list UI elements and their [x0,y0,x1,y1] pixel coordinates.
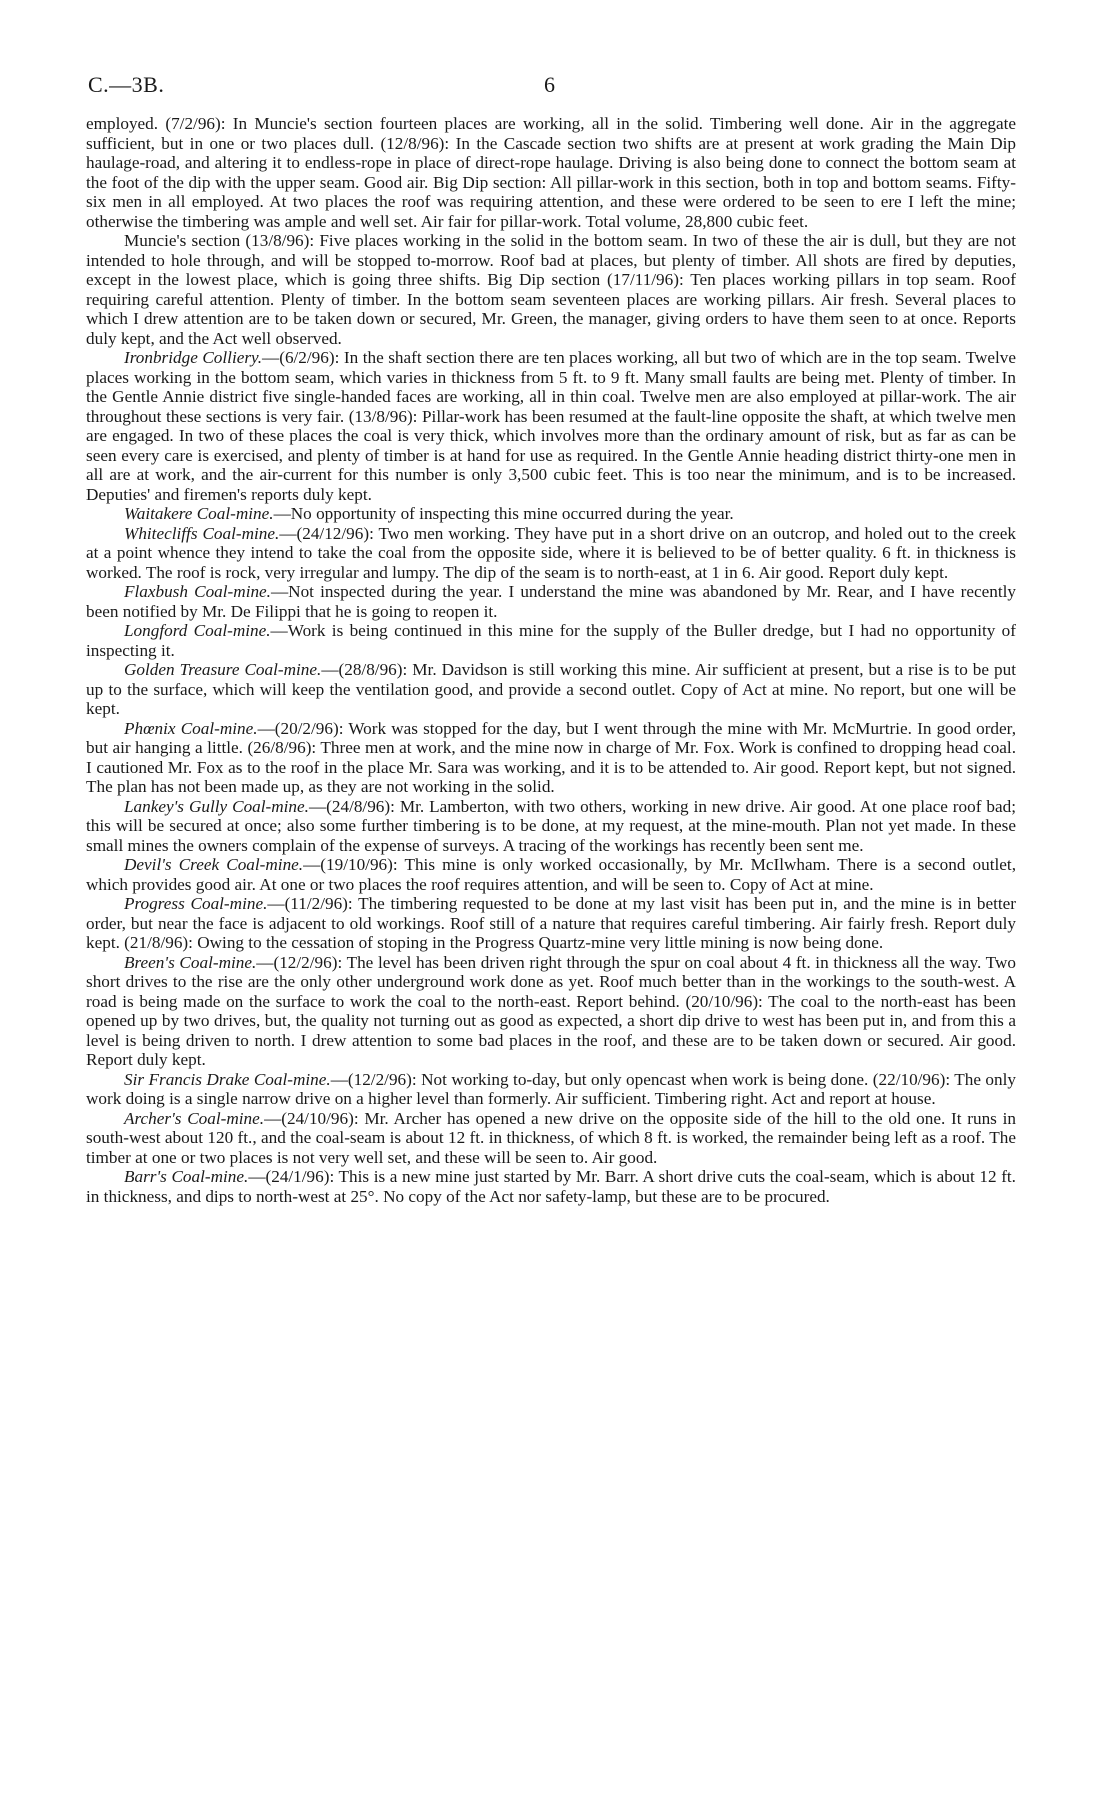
paragraph-text: Muncie's section (13/8/96): Five places working in the solid in the bottom seam. In two of these the air is dull, but they are not intended to hole through, and will be stopped to-morrow. Roof bad at places, but plenty of timber. All shots are fired by deputies, except in the lowest place, which is going three shifts. Big Dip section (17/11/96): Ten places working pillars in top seam. Roof requiring careful attention. Plenty of timber. In the bottom seam seventeen places are working pillars. Air fresh. Several places to which I drew attention are to be taken down or secured, Mr. Green, the manager, giving orders to have them seen to at once. Reports duly kept, and the Act well observed. [86,231,1016,348]
mine-name: Devil's Creek Coal-mine. [124,855,304,874]
mine-name: Longford Coal-mine. [124,621,271,640]
paragraph-text: —(24/12/96): Two men working. They have put in a short drive on an outcrop, and holed out to the creek at a point whence they intend to take the coal from the opposite side, where it is believed to be of better quality. 6 ft. in thickness is worked. The roof is rock, very irregular and lumpy. The dip of the seam is to north-east, at 1 in 6. Air good. Report duly kept. [86,523,1016,582]
document-reference: C.—3B. [88,72,165,97]
page-number: 6 [544,72,555,97]
paragraph-text: —(6/2/96): In the shaft section there are ten places working, all but two of which are in the top seam. Twelve places working in the bottom seam, which varies in thickness from 5 ft. to 9 ft. Many small faults are being met. Plenty of timber. In the Gentle Annie district five single-handed faces are working, all in thin coal. Twelve men are also employed at pillar-work. The air throughout these sections is very fair. (13/8/96): Pillar-work has been resumed at the fault-line opposite the shaft, at which twelve men are engaged. In two of these places the coal is very thick, which involves more than the ordinary amount of risk, but as far as can be seen every care is exercised, and plenty of timber is at hand for use as required. In the Gentle Annie heading district thirty-one men in all are at work, and the air-current for this number is only 3,500 cubic feet. This is too near the minimum, and is to be increased. Deputies' and firemen's reports duly kept. [86,348,1017,504]
paragraph-lankeys-gully-coal-mine [86,797,1016,856]
mine-name: Whitecliffs Coal-mine. [124,523,280,543]
paragraph-text: —(28/8/96): Mr. Davidson is still working this mine. Air sufficient at present, but a rise is to be put up to the surface, which will keep the ventilation good, and provide a second outlet. Copy of Act at mine. No report, but one will be kept. [86,660,1016,718]
paragraph-golden-treasure-coal-mine [86,660,1016,719]
paragraph-archers-coal-mine [86,1109,1016,1168]
mine-name: Phœnix Coal-mine. [124,718,258,738]
paragraph-text: employed. (7/2/96): In Muncie's section fourteen places are working, all in the solid. Timbering well done. Air in the aggregate sufficient, but in one or two places dull. (12/8/96): In the Cascade section two shifts are at present at work grading the Main Dip haulage-road, and altering it to endless-rope in place of direct-rope haulage. Driving is also being done to connect the bottom seam at the foot of the dip with the upper seam. Good air. Big Dip section: All pillar-work in this section, both in top and bottom seams. Fifty-six men in all employed. At two places the roof was requiring attention, and these were ordered to be seen to ere I left the mine; otherwise the timbering was ample and well set. Air fair for pillar-work. Total volume, 28,800 cubic feet. [86,114,1016,231]
paragraph-text: —(24/10/96): Mr. Archer has opened a new drive on the opposite side of the hill to the old one. It runs in south-west about 120 ft., and the coal-seam is about 12 ft. in thickness, of which 8 ft. is worked, the remainder being left as a roof. The timber at one or two places is not very well set, and these will be seen to. Air good. [86,1108,1016,1167]
paragraph-longford-coal-mine [86,621,1016,660]
paragraph-text: —(11/2/96): The timbering requested to be done at my last visit has been put in, and the mine is in better order, but near the face is adjacent to old workings. Roof still of a nature that requires careful timbering. Air fairly fresh. Report duly kept. (21/8/96): Owing to the cessation of stoping in the Progress Quartz-mine very little mining is now being done. [86,894,1016,952]
paragraph-text: —(19/10/96): This mine is only worked occasionally, by Mr. McIlwham. There is a second outlet, which provides good air. At one or two places the roof requires attention, and will be seen to. Copy of Act at mine. [86,855,1016,894]
paragraph-text: —(24/1/96): This is a new mine just started by Mr. Barr. A short drive cuts the coal-seam, which is about 12 ft. in thickness, and dips to north-west at 25°. No copy of the Act nor safety-lamp, but these are to be procured. [86,1167,1016,1206]
paragraph-breens-coal-mine [86,953,1016,1070]
paragraph-text: —Work is being continued in this mine for the supply of the Buller dredge, but I had no opportunity of inspecting it. [86,621,1016,660]
paragraph-progress-coal-mine [86,894,1016,953]
mine-name: Sir Francis Drake Coal-mine. [124,1069,331,1089]
paragraph-text: —Not inspected during the year. I understand the mine was abandoned by Mr. Rear, and I have recently been notified by Mr. De Filippi that he is going to reopen it. [86,582,1016,621]
mine-name: Lankey's Gully Coal-mine. [124,796,309,816]
paragraph-phoenix-coal-mine [86,719,1016,797]
paragraph-muncie-section [86,231,1016,348]
paragraph-flaxbush-coal-mine [86,582,1016,621]
report-body [86,114,1016,1206]
paragraph-waitakere-coal-mine [86,504,1016,524]
mine-name: Golden Treasure Coal-mine. [124,660,322,679]
mine-name: Waitakere Coal-mine. [124,504,274,523]
mine-name: Progress Coal-mine. [124,894,268,913]
paragraph-devils-creek-coal-mine [86,855,1016,894]
paragraph-text: —(24/8/96): Mr. Lamberton, with two others, working in new drive. Air good. At one place roof bad; this will be secured at once; also some further timbering is to be done, at my request, at the mine-mouth. Plan not yet made. In these small mines the owners complain of the expense of surveys. A tracing of the workings has recently been sent me. [86,796,1016,855]
paragraph-text: —(12/2/96): The level has been driven right through the spur on coal about 4 ft. in thickness all the way. Two short drives to the rise are the only other underground work done as yet. Roof much better than in the workings to the south-west. A road is being made on the surface to work the coal to the north-east. Report behind. (20/10/96): The coal to the north-east has been opened up by two drives, but, the quality not turning out as good as expected, a short dip drive to west has been put in, and from this a level is being driven to north. I drew attention to some bad places in the roof, and these are to be taken down or secured. Air good. Report duly kept. [86,952,1016,1069]
paragraph-continuation [86,114,1016,231]
paragraph-text: —No opportunity of inspecting this mine occurred during the year. [273,504,734,523]
mine-name: Ironbridge Colliery. [124,348,263,367]
mine-name: Flaxbush Coal-mine. [124,582,271,601]
paragraph-barrs-coal-mine [86,1167,1016,1206]
page-header [86,62,1016,114]
paragraph-whitecliffs-coal-mine [86,524,1016,583]
mine-name: Archer's Coal-mine. [124,1108,265,1128]
paragraph-text: —(12/2/96): Not working to-day, but only opencast when work is being done. (22/10/96): The only work doing is a single narrow drive on a higher level than formerly. Air sufficient. Timbering right. Act and report at house. [86,1069,1016,1108]
mine-name: Barr's Coal-mine. [124,1167,249,1186]
paragraph-text: —(20/2/96): Work was stopped for the day, but I went through the mine with Mr. McMurtrie. In good order, but air hanging a little. (26/8/96): Three men at work, and the mine now in charge of Mr. Fox. Work is confined to dropping head coal. I cautioned Mr. Fox as to the roof in the place Mr. Sara was working, and it is to be attended to. Air good. Report kept, but not signed. The plan has not been made up, as they are not working in the solid. [86,718,1016,796]
paragraph-sir-francis-drake-coal-mine [86,1070,1016,1109]
mine-name: Breen's Coal-mine. [124,952,257,972]
paragraph-ironbridge-colliery [86,348,1016,504]
document-page [86,62,1016,1206]
